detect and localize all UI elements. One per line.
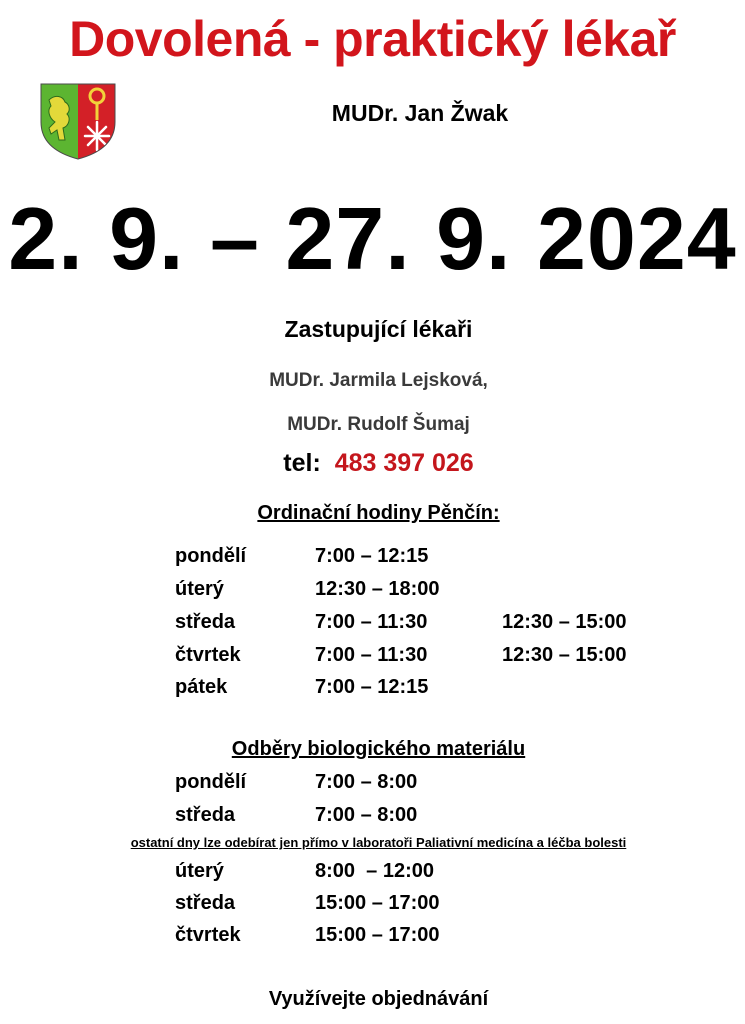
phone-line — [0, 449, 745, 478]
lab-note: ostatní dny lze odebírat jen přímo v laboratoři Paliativní medicína a léčba bolesti — [130, 835, 627, 850]
day-label: úterý — [175, 578, 224, 600]
time-range: 12:30 – 18:00 — [315, 578, 440, 600]
day-label: středa — [175, 611, 236, 633]
day-label: úterý — [175, 860, 224, 882]
day-label: čtvrtek — [175, 644, 241, 666]
time-range: 7:00 – 12:15 — [315, 545, 429, 567]
time-range: 15:00 – 17:00 — [315, 924, 440, 946]
day-label: pondělí — [175, 771, 247, 793]
time-range: 12:30 – 15:00 — [502, 644, 627, 666]
substitute-doctor: MUDr. Jarmila Lejsková, — [269, 370, 488, 391]
time-range: 15:00 – 17:00 — [315, 892, 440, 914]
doctor-name: MUDr. Jan Žwak — [331, 100, 509, 126]
booking-note: Využívejte objednávání — [268, 988, 489, 1010]
phone-label: tel: — [283, 449, 321, 477]
time-range: 7:00 – 11:30 — [315, 611, 428, 633]
day-label: pondělí — [175, 545, 247, 567]
substitute-doctor: MUDr. Rudolf Šumaj — [287, 414, 470, 435]
day-label: středa — [175, 804, 236, 826]
phone-number[interactable]: 483 397 026 — [334, 449, 474, 477]
time-range: 7:00 – 8:00 — [315, 771, 418, 793]
vacation-dates: 2. 9. – 27. 9. 2024 — [8, 189, 737, 288]
day-label: pátek — [175, 676, 228, 698]
samples-heading: Odběry biologického materiálu — [231, 738, 526, 760]
coat-of-arms-icon — [39, 82, 117, 160]
page-title: Dovolená - praktický lékař — [69, 11, 676, 67]
time-range: 7:00 – 8:00 — [315, 804, 418, 826]
day-label: čtvrtek — [175, 924, 241, 946]
day-label: středa — [175, 892, 236, 914]
time-range: 8:00 – 12:00 — [315, 860, 434, 882]
time-range: 12:30 – 15:00 — [502, 611, 627, 633]
substitutes-heading: Zastupující lékaři — [284, 316, 473, 342]
office-hours-heading: Ordinační hodiny Pěnčín: — [257, 502, 500, 524]
time-range: 7:00 – 11:30 — [315, 644, 428, 666]
time-range: 7:00 – 12:15 — [315, 676, 429, 698]
